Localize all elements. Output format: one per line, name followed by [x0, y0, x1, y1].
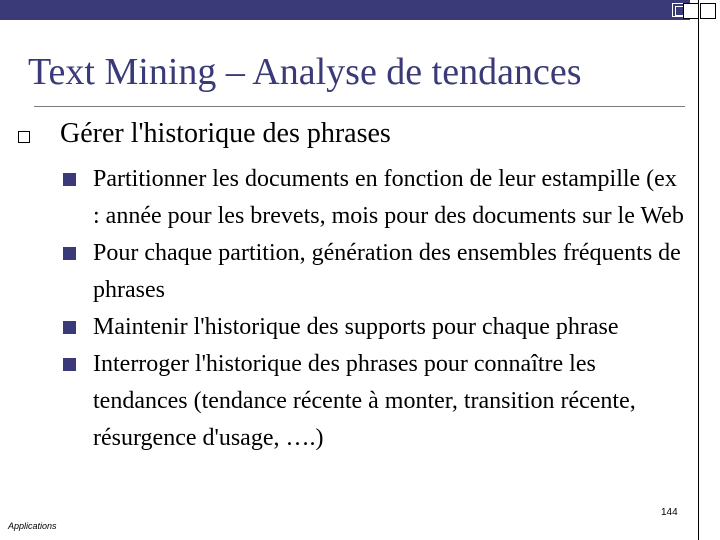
filled-square-bullet-icon: [63, 247, 76, 260]
list-item: [63, 309, 685, 346]
title-divider: [34, 106, 685, 107]
filled-square-bullet-icon: [63, 173, 76, 186]
list-item-text: Interroger l'historique des phrases pour connaître les tendances (tendance récente à monter, transition récente, résurgence d'usage, ….): [93, 351, 636, 451]
window-square-icon: [700, 3, 716, 19]
list-item-text: Pour chaque partition, génération des ensembles fréquents de phrases: [93, 240, 681, 303]
hollow-square-bullet-icon: [18, 131, 30, 143]
list-item-text: Partitionner les documents en fonction de leur estampille (ex : année pour les brevets, mois pour des documents sur le Web: [93, 166, 684, 229]
filled-square-bullet-icon: [63, 358, 76, 371]
sub-bullet-list: [63, 161, 685, 457]
filled-square-bullet-icon: [63, 321, 76, 334]
list-item: [63, 161, 685, 235]
footer-label: Applications: [8, 521, 57, 531]
slide-number: 144: [661, 507, 678, 518]
slide-title: Text Mining – Analyse de tendances: [28, 51, 582, 93]
list-item-text: Maintenir l'historique des supports pour chaque phrase: [93, 314, 619, 340]
list-item: [63, 346, 685, 457]
window-square-icon: [683, 3, 699, 19]
side-bar: [698, 0, 720, 540]
header-bar: [0, 0, 690, 20]
list-item: [63, 235, 685, 309]
main-bullet-text: Gérer l'historique des phrases: [60, 118, 391, 149]
